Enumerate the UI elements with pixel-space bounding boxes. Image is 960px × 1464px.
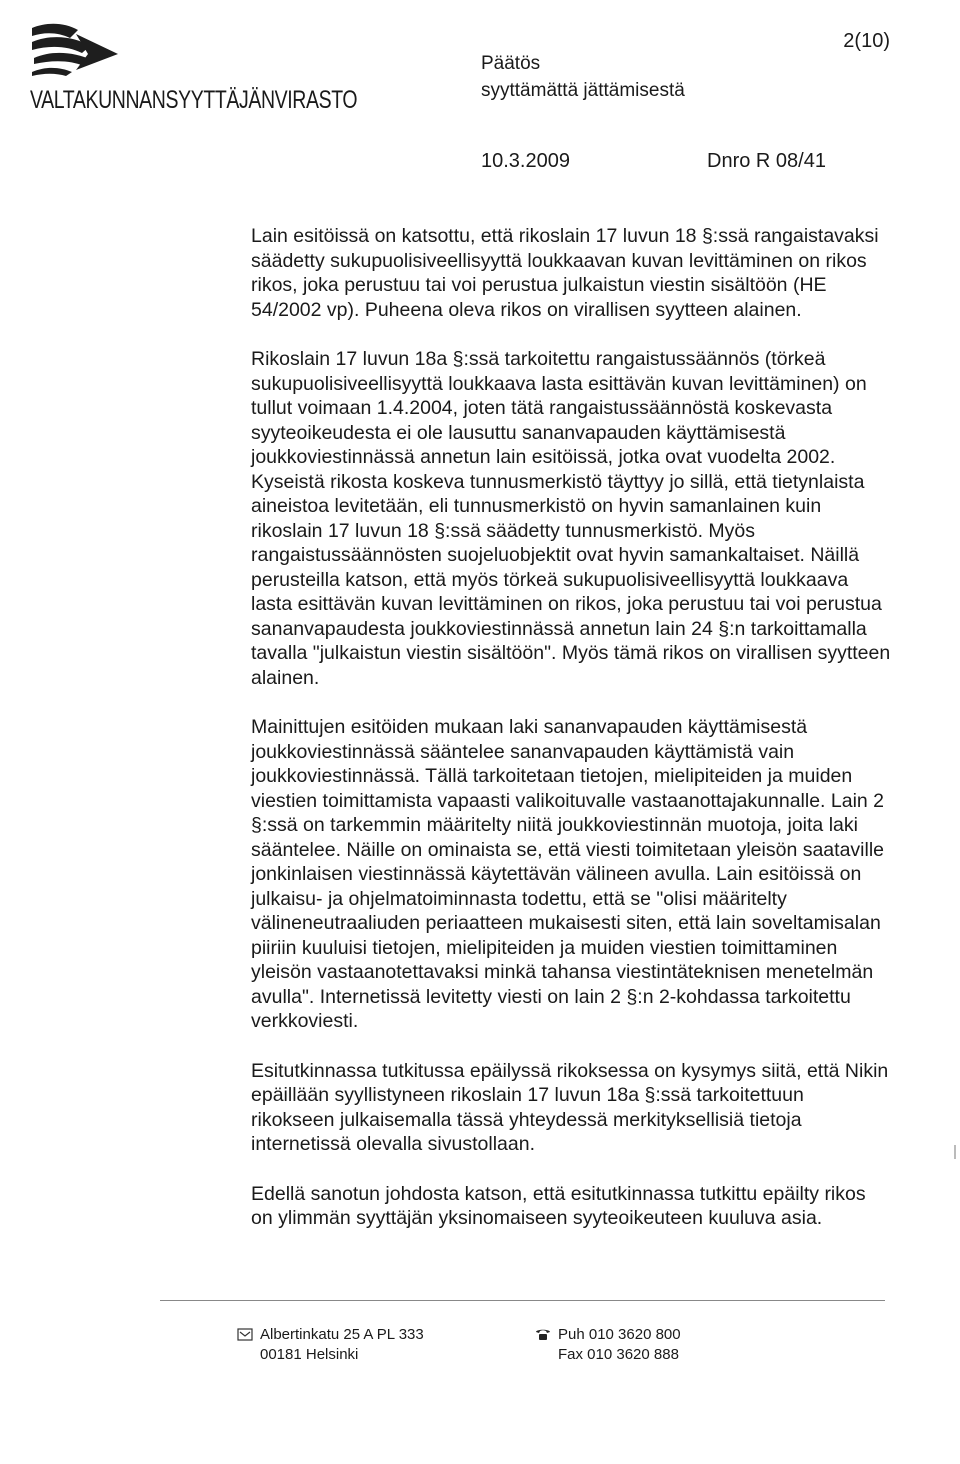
record-number: Dnro R 08/41 — [707, 150, 826, 172]
agency-emblem-icon — [30, 20, 120, 80]
document-body — [251, 224, 891, 1256]
agency-name: VALTAKUNNANSYYTTÄJÄNVIRASTO — [30, 86, 358, 114]
footer-fax: Fax 010 3620 888 — [558, 1346, 679, 1363]
paragraph-4: Esitutkinnassa tutkitussa epäilyssä rikoksessa on kysymys siitä, että Nikin epäillään syyllistyneen rikoslain 17 luvun 18a §:ssä tarkoitettuun rikokseen julkaisemalla tässä yhteydessä merkityksellisiä tietoja internetissä olevalla sivustollaan. — [251, 1059, 889, 1155]
document-title-line-2: syyttämättä jättämisestä — [481, 80, 685, 101]
mailbox-icon — [236, 1328, 254, 1341]
page-number: 2(10) — [843, 30, 890, 52]
telephone-icon — [534, 1328, 552, 1341]
footer-address-line-1: Albertinkatu 25 A PL 333 — [260, 1326, 424, 1343]
footer-contact — [534, 1325, 681, 1365]
paragraph-3: Mainittujen esitöiden mukaan laki sananvapauden käyttämisestä joukkoviestinnässä sääntelee sananvapauden käyttämistä vain joukkoviestinnässä. Tällä tarkoitetaan tietojen, mielipiteiden ja muiden viestien toimittamista vapaasti valikoituvalle vastaanottajakunnalle. Lain 2 §:ssä on tarkemmin määritelty niitä joukkoviestinnän muotoja, joita laki sääntelee. Näille on ominaista se, että viesti toimitetaan yleisön saataville jonkinlaisen viestinnässä käytettävän välineen avulla. Lain esitöissä on julkaisu- ja ohjelmatoiminnasta todettu, että se "olisi määritelty välineneutraaliuden periaatteen mukaisesti siten, että lain soveltamisalan piiriin kuuluisi tietojen, mielipiteiden ja muiden viestien toimittaminen yleisön vastaanotettavaksi minkä tahansa viestintäteknisen menetelmän avulla". Internetissä levitetty viesti on lain 2 §:n 2-kohdassa tarkoitettu verkkoviesti. — [251, 716, 885, 1032]
scan-artifact — [954, 1145, 956, 1159]
document-title — [481, 50, 685, 104]
document-title-line-1: Päätös — [481, 53, 541, 74]
paragraph-5: Edellä sanotun johdosta katson, että esitutkinnassa tutkittu epäilty rikos on ylimmän syyttäjän yksinomaiseen syyteoikeuteen kuuluva asia. — [251, 1182, 866, 1229]
paragraph-2: Rikoslain 17 luvun 18a §:ssä tarkoitettu rangaistussäännös (törkeä sukupuolisiveellisyyttä loukkaava lasta esittävän kuvan levittäminen) on tullut voimaan 1.4.2004, joten tätä rangaistussäännöstä koskevasta syyteoikeudesta ei ole lausuttu sananvapauden käyttämisestä joukkoviestinnässä annetun lain esitöissä, jotka ovat vuodelta 2002. Kyseistä rikosta koskeva tunnusmerkistö täyttyy jo sillä, että tietynlaista aineistoa levitetään, eli tunnusmerkistö on hyvin samanlainen kuin rikoslain 17 luvun 18 §:ssä säädetty tunnusmerkistö. Myös rangaistussäännösten suojeluobjektit ovat hyvin samankaltaiset. Näillä perusteilla katson, että myös törkeä sukupuolisiveellisyyttä loukkaava lasta esittävän kuvan levittäminen on rikos, joka perustuu tai voi perustua sananvapaudesta joukkoviestinnässä annetun lain 24 §:n tarkoittamalla tavalla "julkaistun viestin sisältöön". Myös tämä rikos on virallisen syytteen alainen. — [251, 348, 891, 689]
footer-phone: Puh 010 3620 800 — [558, 1326, 681, 1343]
document-date: 10.3.2009 — [481, 150, 570, 172]
footer-address-line-2: 00181 Helsinki — [260, 1346, 359, 1363]
footer-divider — [160, 1300, 885, 1301]
footer-address — [236, 1325, 424, 1365]
paragraph-1: Lain esitöissä on katsottu, että rikoslain 17 luvun 18 §:ssä rangaistavaksi säädetty sukupuolisiveellisyyttä loukkaavan kuvan levittäminen on rikos rikos, joka perustuu tai voi perustua julkaistun viestin sisältöön (HE 54/2002 vp). Puheena oleva rikos on virallisen syytteen alainen. — [251, 225, 879, 321]
